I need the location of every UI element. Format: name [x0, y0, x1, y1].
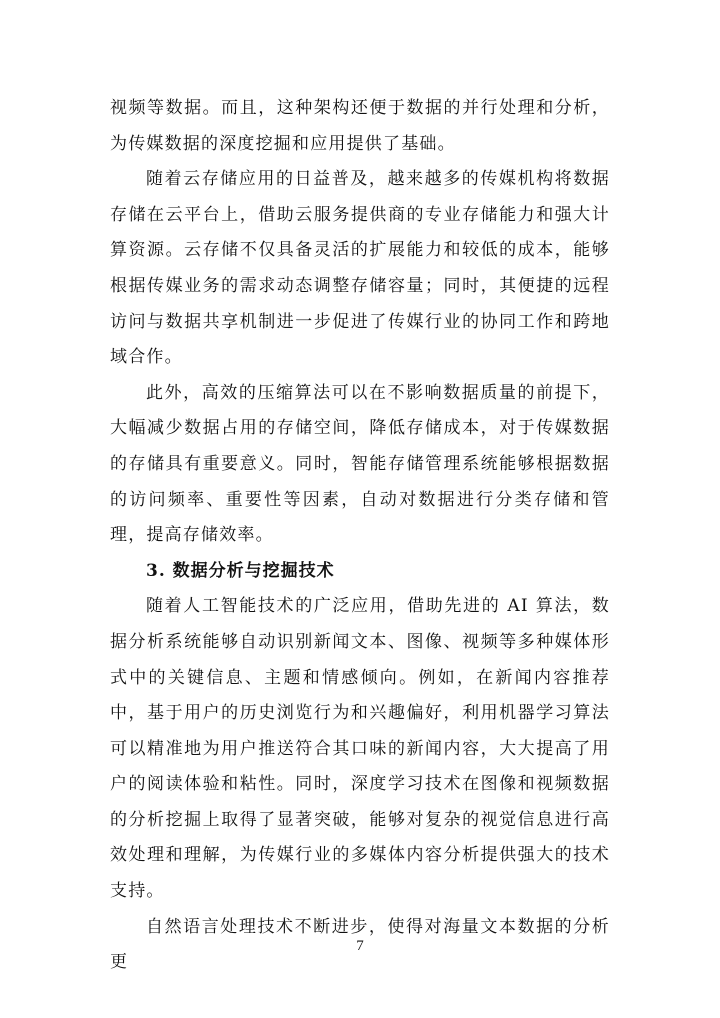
paragraph-nlp: 自然语言处理技术不断进步，使得对海量文本数据的分析更 [110, 916, 610, 973]
paragraph-ai-analysis: 随着人工智能技术的广泛应用，借助先进的 AI 算法，数据分析系统能够自动识别新闻文本、图像、视频等多种媒体形式中的关键信息、主题和情感倾向。例如，在新闻内容推荐中，基于用户的历史浏览行为和兴趣偏好，利用机器学习算法可以精准地为用户推送符合其口味的新闻内容，大大提高了用户的阅读体验和粘性。同时，深度学习技术在图像和视频数据的分析挖掘上取得了显著突破，能够对复杂的视觉信息进行高效处理和理解，为传媒行业的多媒体内容分析提供强大的技术支持。 [110, 596, 610, 902]
paragraph-compression: 此外，高效的压缩算法可以在不影响数据质量的前提下，大幅减少数据占用的存储空间，降低存储成本，对于传媒数据的存储具有重要意义。同时，智能存储管理系统能够根据数据的访问频率、重要性等因素，自动对数据进行分类存储和管理，提高存储效率。 [110, 382, 610, 546]
paragraph-cloud-storage: 随着云存储应用的日益普及，越来越多的传媒机构将数据存储在云平台上，借助云服务提供商的专业存储能力和强大计算资源。云存储不仅具备灵活的扩展能力和较低的成本，能够根据传媒业务的需求动态调整存储容量；同时，其便捷的远程访问与数据共享机制进一步促进了传媒行业的协同工作和跨地域合作。 [110, 169, 610, 368]
section-heading: 3. 数据分析与挖掘技术 [146, 560, 335, 581]
page-number: 7 [356, 938, 364, 954]
body-text [110, 91, 610, 981]
paragraph-continuation: 视频等数据。而且，这种架构还便于数据的并行处理和分析，为传媒数据的深度挖掘和应用提供了基础。 [110, 98, 610, 154]
